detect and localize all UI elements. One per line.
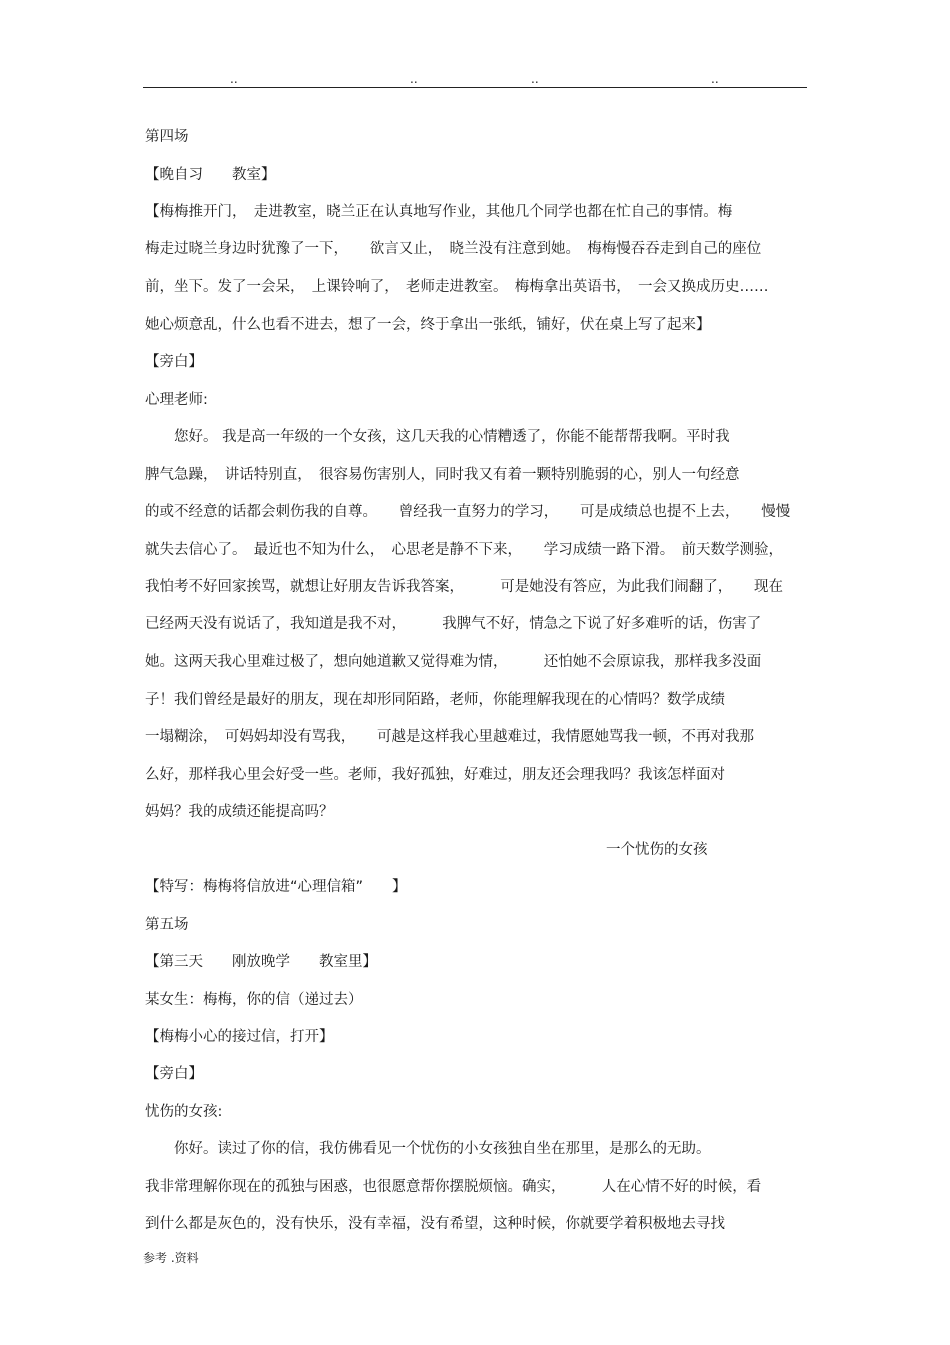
letter-line: 妈妈？我的成绩还能提高吗？ [145,804,334,820]
letter-signature: 一个忧伤的女孩 [606,842,708,858]
letter-line: 我怕考不好回家挨骂，就想让好朋友告诉我答案， 可是她没有答应，为此我们闹翻了， 现在 [145,579,783,595]
narration-tag: 【旁白】 [145,354,203,370]
header-mark: .. [410,72,418,86]
letter-line: 她。这两天我心里难过极了，想向她道歉又觉得难为情， 还怕她不会原谅我，那样我多没面 [145,654,762,670]
stage-direction: 【晚自习 教室】 [145,167,276,183]
header-mark: .. [531,72,539,86]
stage-direction: 她心烦意乱，什么也看不进去，想了一会，终于拿出一张纸，铺好，伏在桌上写了起来】 [145,317,711,333]
letter-line: 么好，那样我心里会好受一些。老师，我好孤独，好难过，朋友还会理我吗？我该怎样面对 [145,767,725,783]
stage-direction: 【第三天 刚放晚学 教室里】 [145,954,377,970]
stage-direction: 【梅梅小心的接过信，打开】 [145,1029,334,1045]
page-footer: 参考 .资料 [143,1251,199,1265]
letter-line: 已经两天没有说话了，我知道是我不对， 我脾气不好，情急之下说了好多难听的话，伤害了 [145,616,762,632]
dialogue-line: 某女生：梅梅，你的信（递过去） [145,992,363,1008]
letter-line: 子！我们曾经是最好的朋友，现在却形同陌路，老师，你能理解我现在的心情吗？数学成绩 [145,692,725,708]
header-rule [143,87,807,88]
letter-salutation: 心理老师: [145,392,208,408]
scene-heading: 第五场 [145,917,189,933]
header-mark: .. [711,72,719,86]
letter-line: 我非常理解你现在的孤独与困惑，也很愿意帮你摆脱烦恼。确实， 人在心情不好的时候，看 [145,1179,762,1195]
letter-line: 你好。读过了你的信，我仿佛看见一个忧伤的小女孩独自坐在那里，是那么的无助。 [145,1141,711,1157]
letter-line: 一塌糊涂， 可妈妈却没有骂我， 可越是这样我心里越难过，我情愿她骂我一顿，不再对我那 [145,729,754,745]
letter-line: 的或不经意的话都会刺伤我的自尊。 曾经我一直努力的学习， 可是成绩总也提不上去， 慢慢 [145,504,791,520]
letter-line: 到什么都是灰色的，没有快乐，没有幸福，没有希望，这种时候，你就要学着积极地去寻找 [145,1216,725,1232]
scene-heading: 第四场 [145,129,189,145]
letter-line: 您好。 我是高一年级的一个女孩，这几天我的心情糟透了，你能不能帮帮我啊。平时我 [145,429,730,445]
stage-direction: 梅走过晓兰身边时犹豫了一下， 欲言又止， 晓兰没有注意到她。 梅梅慢吞吞走到自己的座位 [145,241,762,257]
stage-direction: 前，坐下。发了一会呆， 上课铃响了， 老师走进教室。 梅梅拿出英语书， 一会又换成历史…… [145,279,769,295]
letter-line: 就失去信心了。 最近也不知为什么， 心思老是静不下来， 学习成绩一路下滑。 前天数学测验， [145,542,783,558]
stage-direction: 【梅梅推开门， 走进教室，晓兰正在认真地写作业，其他几个同学也都在忙自己的事情。梅 [145,204,733,220]
letter-salutation: 忧伤的女孩: [145,1104,223,1120]
letter-line: 脾气急躁， 讲话特别直， 很容易伤害别人，同时我又有着一颗特别脆弱的心，别人一句经意 [145,467,740,483]
narration-tag: 【旁白】 [145,1066,203,1082]
stage-direction: 【特写：梅梅将信放进“心理信箱” 】 [145,879,407,895]
header-mark: .. [230,72,238,86]
